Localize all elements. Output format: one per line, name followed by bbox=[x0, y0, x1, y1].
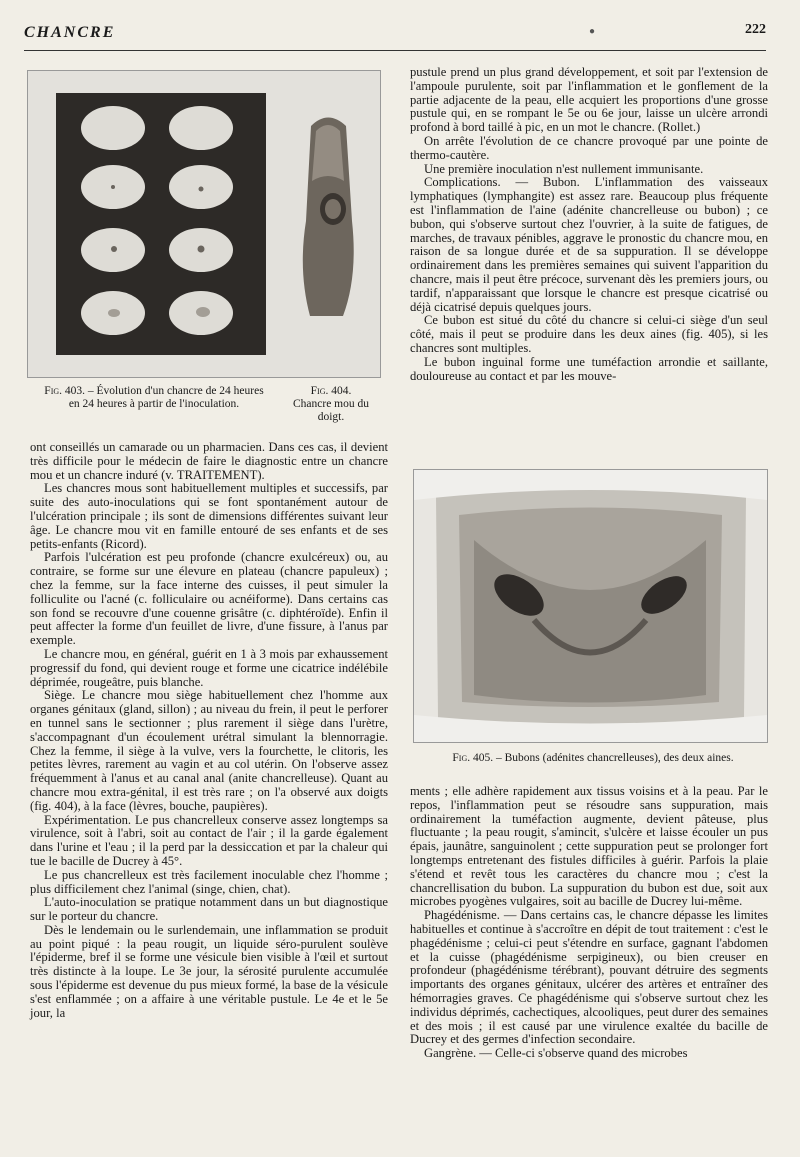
paragraph: Parfois l'ulcération est peu profonde (chancre exulcéreux) ou, au contraire, se forme sur une élevure en plateau (chancre papuleux) ; chez la femme, sur la face interne des cuisses, il peut simuler la folliculite ou l'acné (c. folliculaire ou acnéiforme). Dans certains cas son fond se recouvre d'une couenne grisâtre (c. diphtéroïde). Enfin il peut affecter la forme d'un feuillet de livre, d'une fissure, à l'anus par exemple. bbox=[30, 550, 388, 648]
paragraph: ont conseillés un camarade ou un pharmacien. Dans ces cas, il devient très difficile pour le médecin de faire le diagnostic entre un chancre mou et un chancre induré (v. TRAITEMENT). bbox=[30, 440, 388, 482]
figure-403-caption: Fig. 403. – Évolution d'un chancre de 24 heures en 24 heures à partir de l'inoculation. bbox=[44, 385, 264, 410]
running-title: CHANCRE bbox=[24, 24, 116, 41]
paragraph: Ce bubon est situé du côté du chancre si celui-ci siège d'un seul côté, mais il peut se produire dans les deux aines (fig. 405), si les chancres sont multiples. bbox=[410, 313, 768, 355]
paragraph: Les chancres mous sont habituellement multiples et successifs, par suite des auto-inoculations qui se font spontanément autour de l'ulcération principale ; ils sont de dimensions différentes suivant leur âge. Le chancre mou vit en famille entouré de ses enfants et de ses petits-enfants (Ricord). bbox=[30, 481, 388, 551]
figure-405-text: Bubons (adénites chancrelleuses), des deux aines. bbox=[504, 752, 734, 764]
paragraph: ments ; elle adhère rapidement aux tissus voisins et à la peau. Par le repos, l'inflammation peut se résoudre sans suppuration, mais ordinairement la tuméfaction augmente, devient pâteuse, plus fluctuante ; la peau rougit, s'amincit, s'ulcère et laisse écouler un pus épais, jaunâtre, sanguinolent ; cette suppuration peut se prolonger fort longtemps entretenant des fistules difficiles à guérir. Parfois la plaie s'étend et revêt tous les caractères du chancre mou ; c'est la chancrellisation du bubon. La suppuration du bubon est due, soit aux microbes pyogènes vulgaires, soit au bacille de Ducrey lui-même. bbox=[410, 784, 768, 909]
left-column bbox=[30, 441, 388, 1020]
paragraph: Phagédénisme. — Dans certains cas, le chancre dépasse les limites habituelles et continue à s'accroître en dépit de tout traitement : c'est le phagédénisme ; celui-ci peut s'étendre en surface, gagnant l'abdomen et la cuisse (phagédénisme serpigineux), ou bien creuser en profondeur (phagédénisme térébrant), pouvant détruire des segments importants des organes génitaux, ulcérer des artères et entraîner des hémorragies graves. Ce phagédénisme qui s'observe surtout chez les individus déprimés, cachectiques, alcooliques, peut durer des semaines et des mois ; il est causé par une virulence exaltée du bacille de Ducrey et des germes d'infection secondaire. bbox=[410, 908, 768, 1047]
figure-404-number: Fig. 404. bbox=[310, 385, 352, 397]
right-column-bottom bbox=[410, 785, 768, 1061]
paragraph: Le pus chancrelleux est très facilement inoculable chez l'homme ; plus difficilement chez l'animal (singe, chien, chat). bbox=[30, 867, 388, 896]
paragraph: Une première inoculation n'est nullement immunisante. bbox=[424, 161, 704, 176]
page-number: 222 bbox=[745, 22, 766, 37]
page-header bbox=[24, 22, 766, 48]
header-rule bbox=[24, 50, 766, 51]
inoculation-plate-illustration bbox=[28, 71, 380, 377]
figure-403-404-photo bbox=[27, 70, 381, 378]
figure-403-text: Évolution d'un chancre de 24 heures en 24 heures à partir de l'inoculation. bbox=[68, 385, 264, 410]
print-speck: ● bbox=[589, 26, 596, 37]
figure-403-number: Fig. 403. bbox=[44, 385, 86, 397]
paragraph: Complications. — Bubon. L'inflammation des vaisseaux lymphatiques (lymphangite) est assez rare. Beaucoup plus fréquente est l'inflammation de l'aine (adénite chancrelleuse ou bubon) ; ce bubon, qui s'observe surtout chez l'ouvrier, à la suite de fatigues, de marches, de travaux pénibles, aggrave le pronostic du chancre mou, en raison de sa longue durée et de sa suppuration. Il se développe ordinairement dans les premières semaines qui suivent l'apparition du chancre, mais il peut être précoce, survenant dès les premiers jours, ou tardif, n'apparaissant que lorsque le chancre est presque cicatrisé ou déjà cicatrisé depuis quelques jours. bbox=[410, 175, 768, 314]
figure-405-number: Fig. 405. bbox=[452, 752, 494, 764]
paragraph: Dès le lendemain ou le surlendemain, une inflammation se produit au point piqué : la peau rougit, un liquide séro-purulent soulève l'épiderme, bref il se forme une vésicule bien visible à l'œil et surtout très distincte à la loupe. Le 3e jour, la sérosité purulente accumulée sous l'épiderme est devenue du pus mieux formé, la base de la vésicule s'est enflammée ; on a affaire à une véritable pustule. Le 4e et le 5e jour, la bbox=[30, 922, 388, 1020]
paragraph: Le bubon inguinal forme une tuméfaction arrondie et saillante, douloureuse au contact et par les mouve- bbox=[410, 354, 768, 383]
figure-404-caption bbox=[286, 385, 376, 424]
paragraph: Le chancre mou, en général, guérit en 1 à 3 mois par exhaussement progressif du fond, qui devient rouge et forme une cicatrice indélébile déprimée, rougeâtre, puis blanche. bbox=[30, 646, 388, 689]
paragraph: On arrête l'évolution de ce chancre provoqué par une pointe de thermo-cautère. bbox=[410, 133, 768, 162]
paragraph: Siège. Le chancre mou siège habituellement chez l'homme aux organes génitaux (gland, sillon) ; au niveau du frein, il peut le perforer en tunnel sans le sectionner ; plus rarement il siège dans l'urètre, s'accompagnant d'un écoulement urétral simulant la blennorragie. Chez la femme, il siège à la vulve, vers la fourchette, le clitoris, les petites lèvres, rarement au vagin et au col utérin. On l'observe assez fréquemment à l'anus et au canal anal (anite chancrelleuse). Quant au chancre mou extra-génital, il est très rare ; on l'a observé aux doigts (fig. 404), à la face (lèvres, bouche, paupières). bbox=[30, 688, 388, 813]
paragraph: Gangrène. — Celle-ci s'observe quand des microbes bbox=[424, 1046, 688, 1061]
figure-405-caption: Fig. 405. – Bubons (adénites chancrelleuses), des deux aines. bbox=[452, 752, 734, 764]
figure-404-text: Chancre mou du doigt. bbox=[292, 398, 369, 423]
paragraph: Expérimentation. Le pus chancrelleux conserve assez longtemps sa virulence, soit à l'abri, soit au contact de l'air ; il la garde également dans l'urine et l'eau ; il la perd par la dessiccation et par la chaleur qui tue le bacille de Ducrey à 45°. bbox=[30, 812, 388, 868]
paragraph: pustule prend un plus grand développement, et soit par l'extension de l'ampoule purulente, soit par l'inflammation et le gonflement de la partie adjacente de la peau, elle acquiert les proportions d'une grosse pustule qui, en se rompant le 5e ou 6e jour, laisse un ulcère arrondi profond à bord taillé à pic, en un mot le chancre. (Rollet.) bbox=[410, 65, 768, 135]
paragraph: L'auto-inoculation se pratique notamment dans un but diagnostique sur le porteur du chancre. bbox=[30, 895, 388, 924]
right-column-top bbox=[410, 66, 768, 383]
bubons-illustration bbox=[414, 470, 767, 742]
figure-405-photo bbox=[413, 469, 768, 743]
